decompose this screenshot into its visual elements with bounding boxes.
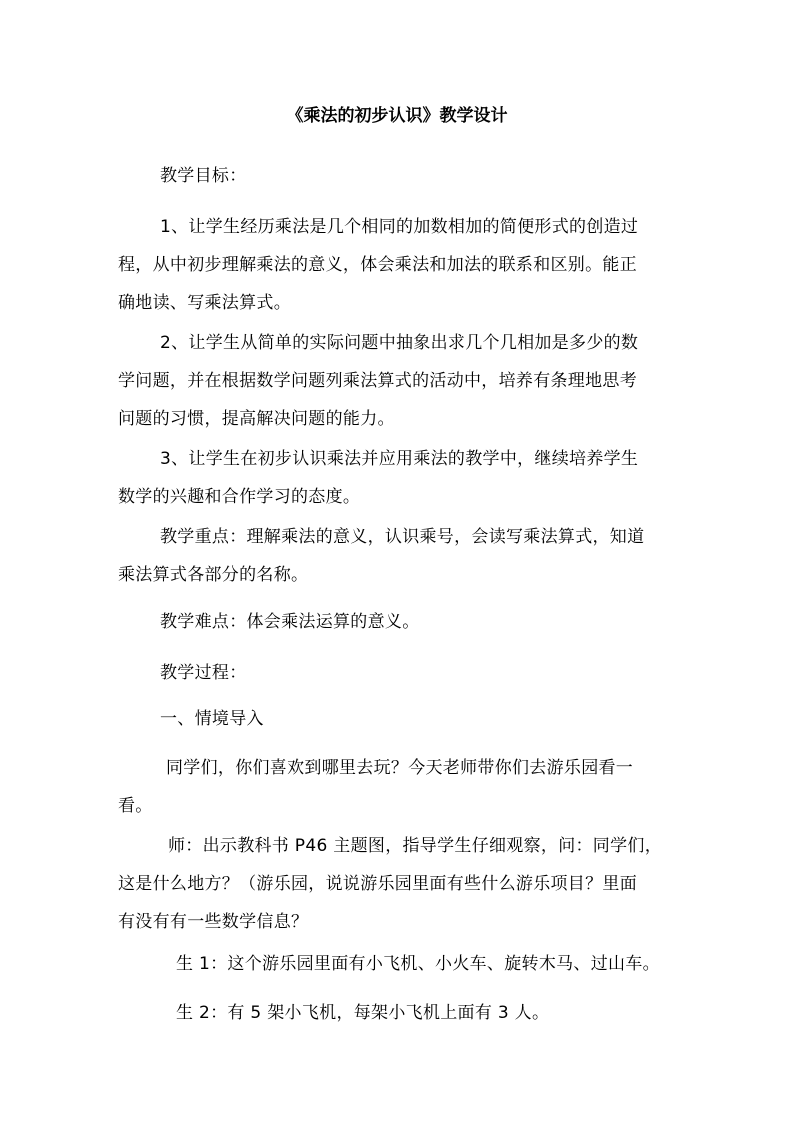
objective-2 — [118, 324, 680, 438]
student-2-text: 生 2：有 5 架小飞机，每架小飞机上面有 3 人。 — [176, 1003, 550, 1023]
student-2 — [176, 994, 738, 1032]
process-heading — [160, 654, 722, 692]
objective-2-line-2: 学问题，并在根据数学问题列乘法算式的活动中，培养有条理地思考 — [118, 371, 637, 391]
student-1 — [176, 945, 738, 983]
process-heading-text: 教学过程： — [160, 663, 247, 683]
objectives-heading-text: 教学目标： — [160, 166, 247, 186]
teacher-paragraph — [118, 827, 680, 941]
difficulty-text: 教学难点：体会乘法运算的意义。 — [160, 612, 420, 632]
objective-1 — [118, 208, 680, 322]
intro-line-2: 看。 — [118, 796, 153, 816]
teacher-line-3: 有没有有一些数学信息？ — [118, 912, 309, 932]
objectives-heading — [160, 157, 722, 195]
key-point — [118, 518, 680, 594]
difficulty — [160, 603, 722, 641]
intro-paragraph — [118, 749, 680, 825]
objective-1-line-1: 1、让学生经历乘法是几个相同的加数相加的简便形式的创造过 — [160, 217, 639, 237]
objective-2-line-1: 2、让学生从简单的实际问题中抽象出求几个几相加是多少的数 — [160, 333, 639, 353]
document-title: 《乘法的初步认识》教学设计 — [286, 106, 508, 126]
key-point-line-2: 乘法算式各部分的名称。 — [118, 565, 309, 585]
section-1-heading-text: 一、情境导入 — [160, 709, 264, 729]
intro-line-1: 同学们，你们喜欢到哪里去玩？今天老师带你们去游乐园看一 — [166, 758, 634, 778]
teacher-line-2: 这是什么地方？（游乐园，说说游乐园里面有些什么游乐项目？里面 — [118, 874, 637, 894]
objective-1-line-3: 确地读、写乘法算式。 — [118, 293, 291, 313]
objective-2-line-3: 问题的习惯，提高解决问题的能力。 — [118, 409, 395, 429]
objective-3-line-1: 3、让学生在初步认识乘法并应用乘法的教学中，继续培养学生 — [160, 449, 639, 469]
student-1-text: 生 1：这个游乐园里面有小飞机、小火车、旋转木马、过山车。 — [176, 954, 660, 974]
section-1-heading — [160, 700, 722, 738]
objective-3 — [118, 440, 680, 516]
key-point-line-1: 教学重点：理解乘法的意义，认识乘号，会读写乘法算式，知道 — [160, 527, 645, 547]
teacher-line-1: 师：出示教科书 P46 主题图，指导学生仔细观察，问：同学们， — [168, 836, 662, 856]
objective-3-line-2: 数学的兴趣和合作学习的态度。 — [118, 487, 361, 507]
objective-1-line-2: 程，从中初步理解乘法的意义，体会乘法和加法的联系和区别。能正 — [118, 255, 637, 275]
